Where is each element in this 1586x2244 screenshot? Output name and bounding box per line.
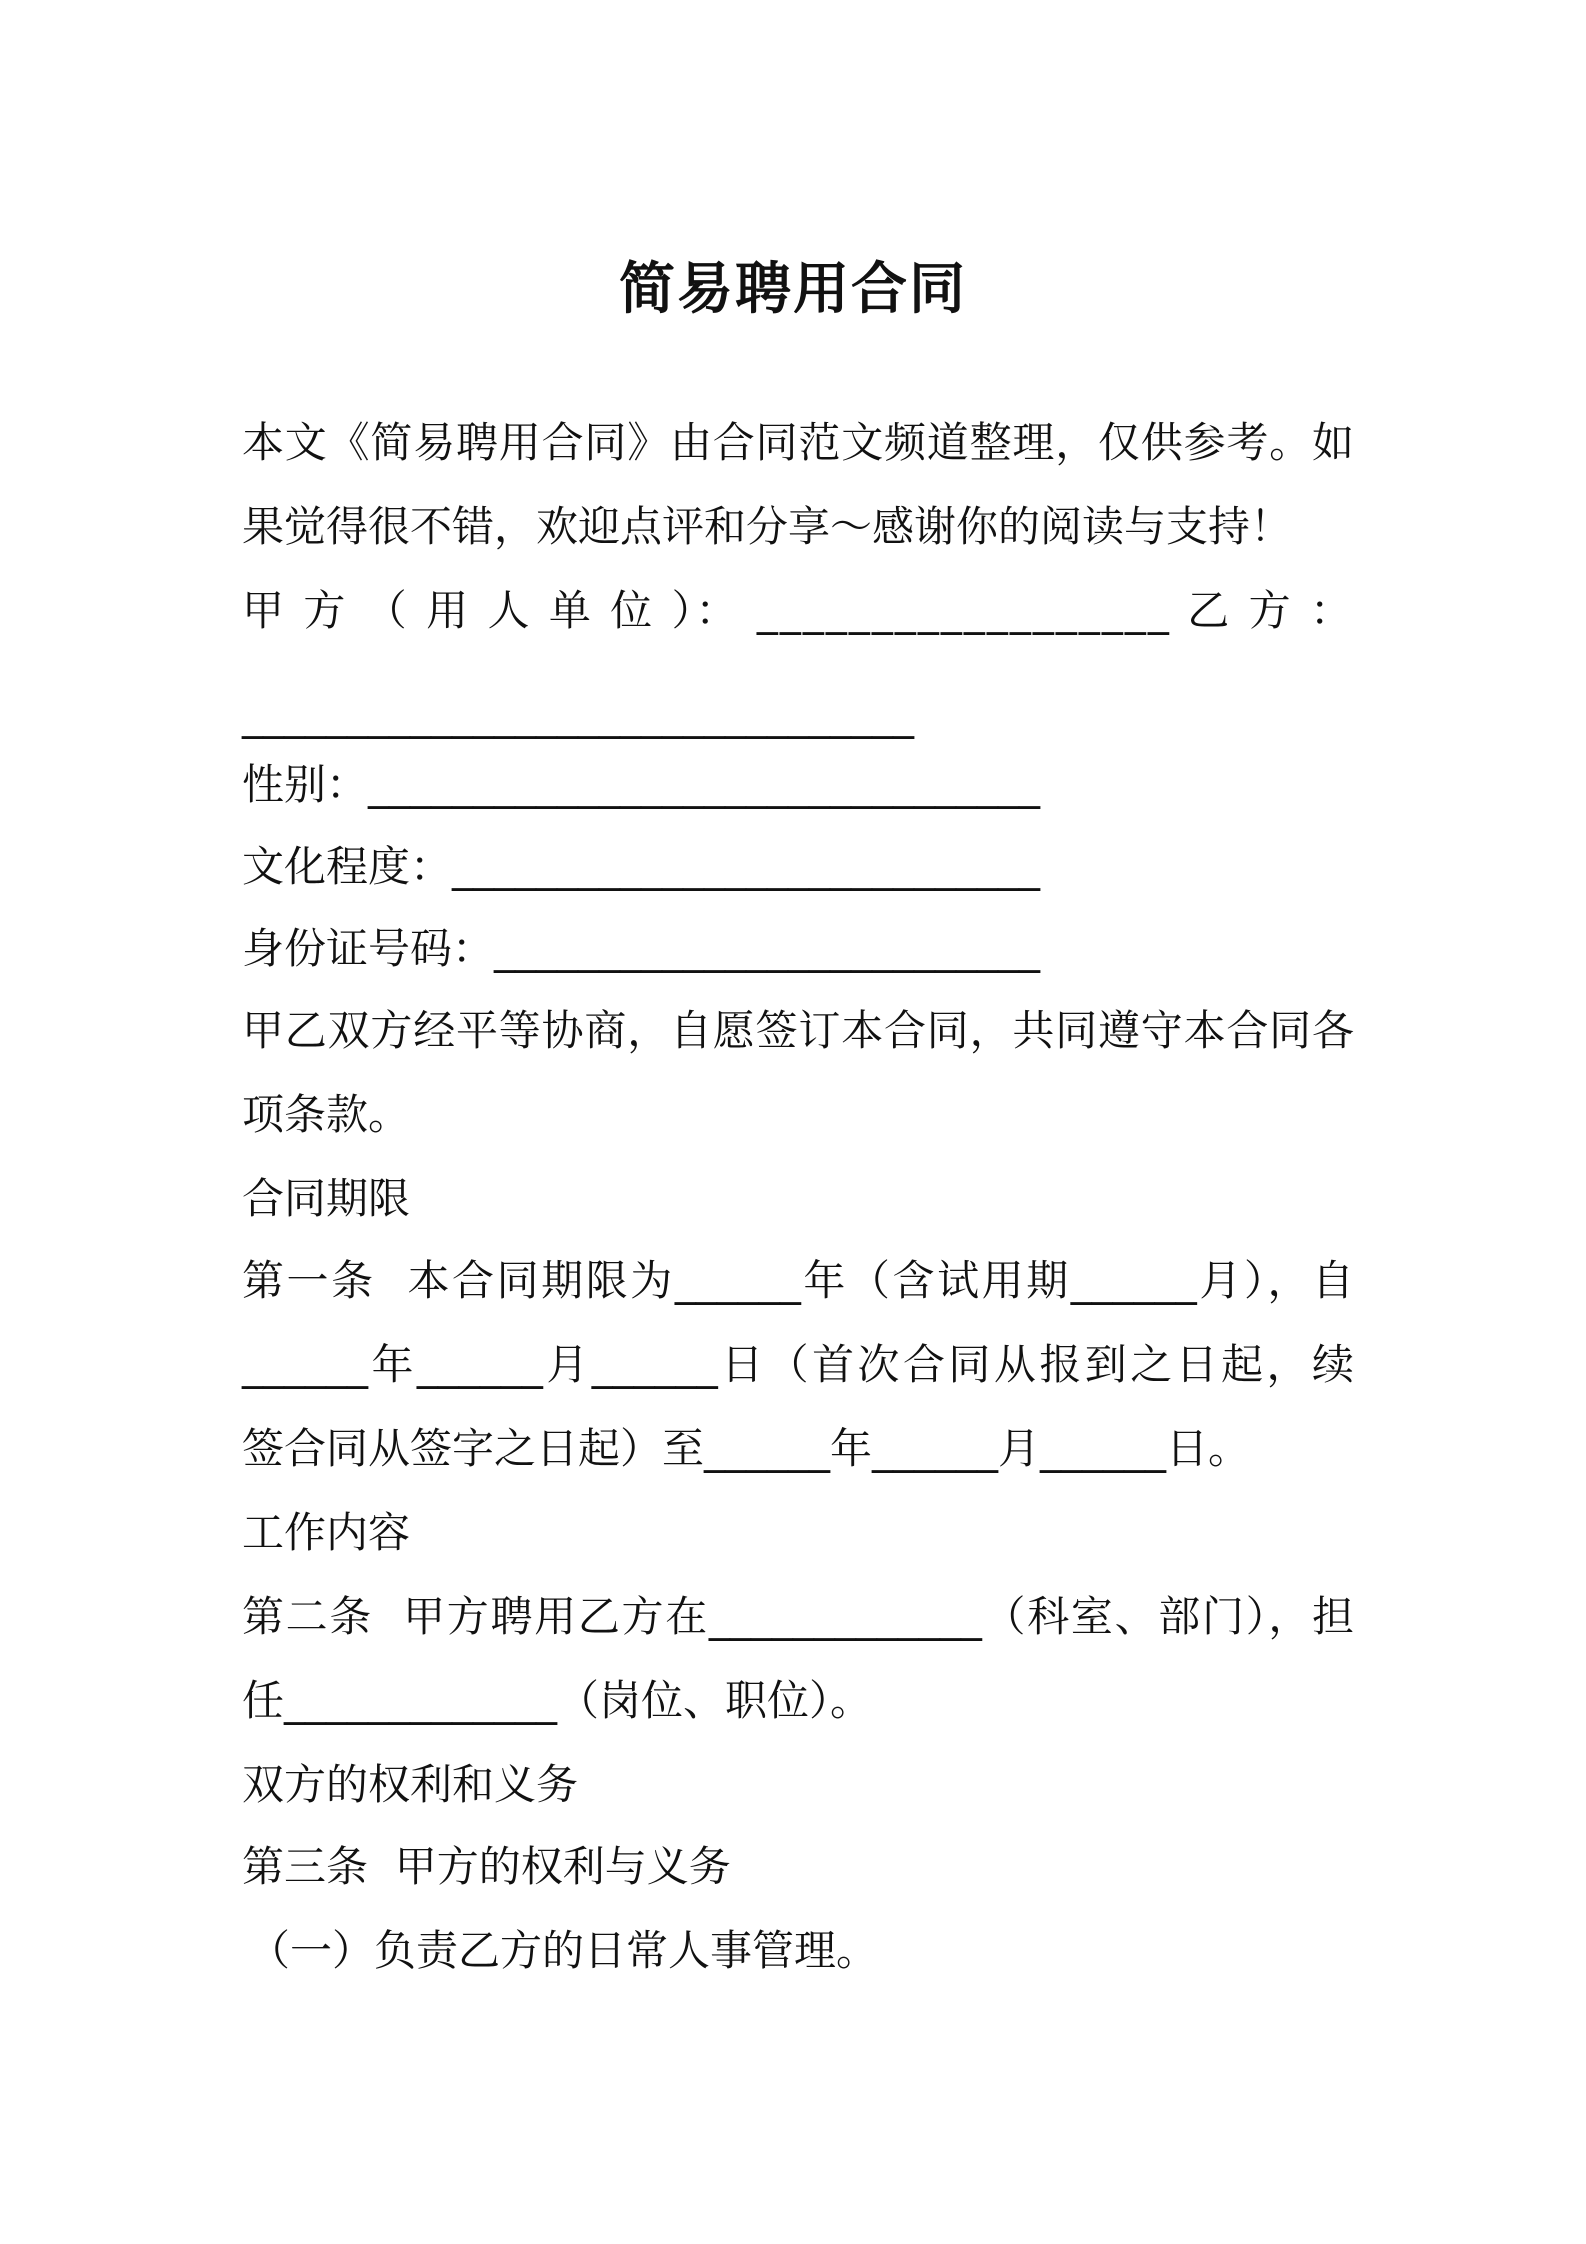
article-1-line-3: 签合同从签字之日起）至______年______月______日。 (242, 1424, 1251, 1473)
party-a-line: 甲 方 （ 用 人 单 位 ）： __________________ 乙 方 ： (242, 586, 1354, 635)
intro-line-2: 果觉得很不错，欢迎点评和分享～感谢你的阅读与支持！ (242, 502, 1293, 551)
article-3-item-1: （一）负责乙方的日常人事管理。 (248, 1926, 879, 1975)
agreement-line-1: 甲乙双方经平等协商，自愿签订本合同，共同遵守本合同各 (242, 1006, 1354, 1055)
section-heading-rights: 双方的权利和义务 (242, 1760, 579, 1809)
section-heading-term: 合同期限 (242, 1174, 411, 1223)
party-b-blank: ________________________________ (242, 690, 914, 739)
intro-line-1: 本文《简易聘用合同》由合同范文频道整理，仅供参考。如 (242, 418, 1354, 467)
id-number-field: 身份证号码：__________________________ (242, 924, 1041, 973)
article-1-line-1: 第一条 本合同期限为______年（含试用期______月），自 (242, 1256, 1354, 1305)
gender-field: 性别：________________________________ (242, 760, 1041, 809)
document-title: 简易聘用合同 (619, 257, 967, 322)
article-3-heading: 第三条 甲方的权利与义务 (242, 1842, 731, 1891)
article-2-line-2: 任_____________（岗位、职位）。 (242, 1676, 873, 1725)
section-heading-work: 工作内容 (242, 1508, 411, 1557)
article-1-line-2: ______年______月______日（首次合同从报到之日起，续 (242, 1340, 1354, 1389)
agreement-line-2: 项条款。 (242, 1090, 411, 1139)
education-field: 文化程度：____________________________ (242, 842, 1041, 891)
article-2-line-1: 第二条 甲方聘用乙方在_____________（科室、部门），担 (242, 1592, 1354, 1641)
